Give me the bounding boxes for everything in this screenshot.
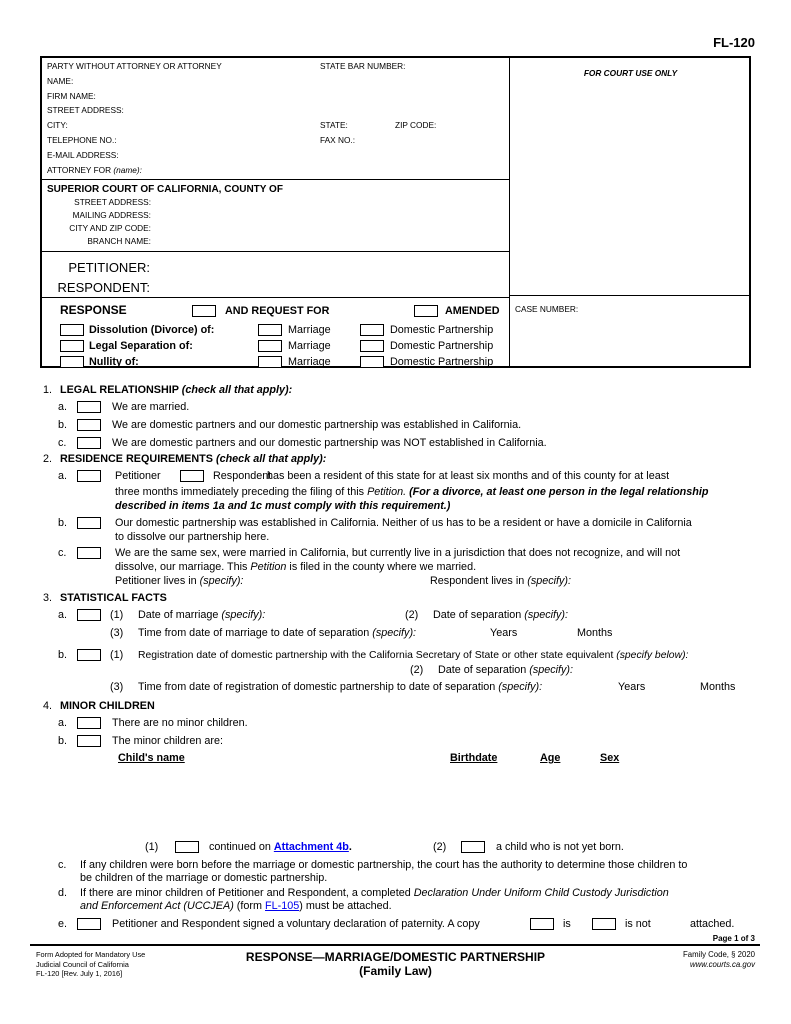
court-street-label: STREET ADDRESS: xyxy=(74,197,151,207)
item-4d-mid: (form xyxy=(233,900,266,912)
column-header-age: Age xyxy=(540,752,561,764)
section2-title-note: (check all that apply): xyxy=(215,453,327,465)
time-marriage-to-separation-field[interactable] xyxy=(138,627,416,640)
months-label-b: Months xyxy=(700,681,736,693)
item-4d-line1 xyxy=(80,887,669,900)
column-header-child-name: Child's name xyxy=(118,752,185,764)
item-4e-letter: e. xyxy=(58,918,68,930)
court-block xyxy=(42,180,509,252)
firm-name-field[interactable] xyxy=(47,91,504,106)
item-2b-line2: to dissolve our partnership here. xyxy=(115,531,270,543)
section4-title: MINOR CHILDREN xyxy=(60,700,155,712)
legal-separation-label: Legal Separation of: xyxy=(89,340,193,352)
item-1a-letter: a. xyxy=(58,401,68,413)
form-subtitle: (Family Law) xyxy=(359,964,432,978)
state-label: STATE: xyxy=(320,120,348,131)
zip-code-label: ZIP CODE: xyxy=(395,120,437,131)
attorney-row-1 xyxy=(47,61,504,76)
email-field[interactable] xyxy=(47,150,504,165)
checkbox-4e-copy-is-not[interactable] xyxy=(592,918,616,930)
footer-right-block xyxy=(625,950,755,970)
item-3a-letter: a. xyxy=(58,609,68,621)
item-4b2-text: a child who is not yet born. xyxy=(496,841,624,853)
section1-heading xyxy=(60,384,292,397)
item-2c-line2-post: is filed in the county where we married. xyxy=(286,561,477,573)
item-2b-letter: b. xyxy=(58,517,68,529)
time-registration-to-separation-label: Time from date of registration of domestic partnership to date of separation xyxy=(138,681,499,693)
date-of-separation-field-a[interactable] xyxy=(433,609,568,622)
date-of-separation-field-b[interactable] xyxy=(438,664,573,677)
amended-label: AMENDED xyxy=(445,305,500,317)
item-2a-petitioner-label: Petitioner xyxy=(115,470,161,482)
checkbox-1c-domestic-partners-not-ca[interactable] xyxy=(77,437,101,449)
court-branch-field[interactable] xyxy=(47,235,504,248)
attachment-4b-period: . xyxy=(348,841,352,853)
attorney-for-field[interactable] xyxy=(47,165,504,180)
column-header-sex: Sex xyxy=(600,752,620,764)
item-4e-text: Petitioner and Respondent signed a voluntary declaration of paternity. A copy xyxy=(112,918,480,930)
fax-label: FAX NO.: xyxy=(320,134,356,145)
item-3a3-number: (3) xyxy=(110,627,124,639)
checkbox-nullity-marriage[interactable] xyxy=(258,356,282,368)
checkbox-legal-separation[interactable] xyxy=(60,340,84,352)
item-2b-line1: Our domestic partnership was established in California. Neither of us has to be a resident or have a domicile in California xyxy=(115,517,692,529)
registration-date-field[interactable] xyxy=(138,649,688,662)
street-address-label: STREET ADDRESS: xyxy=(47,105,124,116)
section2-number: 2. xyxy=(43,453,53,465)
city-state-zip-row[interactable] xyxy=(47,120,504,135)
caption-right-column xyxy=(510,58,751,366)
checkbox-2a-respondent[interactable] xyxy=(180,470,204,482)
specify-3b2: (specify): xyxy=(529,664,574,676)
years-label-b: Years xyxy=(618,681,646,693)
petition-word-italic: Petition. xyxy=(367,486,410,498)
legal-separation-marriage-label: Marriage xyxy=(288,340,331,352)
item-4d-pre: If there are minor children of Petitioner and Respondent, a completed xyxy=(80,887,414,899)
item-2a-line2 xyxy=(115,486,708,499)
petitioner-label: PETITIONER: xyxy=(68,260,150,275)
attached-label: attached. xyxy=(690,918,735,930)
case-number-box[interactable] xyxy=(510,296,751,370)
children-list-area[interactable] xyxy=(118,768,678,834)
copy-is-label: is xyxy=(563,918,571,930)
item-2a-respondent-label: Respondent xyxy=(213,470,272,482)
checkbox-amended[interactable] xyxy=(414,305,438,317)
item-4b1-text xyxy=(209,841,352,854)
years-label-a: Years xyxy=(490,627,518,639)
item-2c-line1: We are the same sex, were married in California, but currently live in a jurisdiction that does not recognize, and will not xyxy=(115,547,681,559)
dissolution-partnership-label: Domestic Partnership xyxy=(390,324,494,336)
nullity-marriage-label: Marriage xyxy=(288,356,331,368)
petitioner-lives-in-label: Petitioner lives in xyxy=(115,575,200,587)
date-of-separation-label-a: Date of separation xyxy=(433,609,525,621)
uccjea-title-italic-2: and Enforcement Act (UCCJEA) xyxy=(80,900,234,912)
nullity-label: Nullity of: xyxy=(89,356,139,368)
respondent-label: RESPONDENT: xyxy=(57,280,150,295)
checkbox-4b-minor-children[interactable] xyxy=(77,735,101,747)
court-mailing-label: MAILING ADDRESS: xyxy=(72,210,151,220)
date-of-marriage-label: Date of marriage xyxy=(138,609,222,621)
court-street-field[interactable] xyxy=(47,196,504,209)
checkbox-1a-married[interactable] xyxy=(77,401,101,413)
checkbox-4e-copy-is[interactable] xyxy=(530,918,554,930)
checkbox-1b-domestic-partners-ca[interactable] xyxy=(77,419,101,431)
specify-3b3: (specify): xyxy=(498,681,543,693)
section3-title: STATISTICAL FACTS xyxy=(60,592,167,604)
email-label: E-MAIL ADDRESS: xyxy=(47,149,119,160)
judicial-council-label: Judicial Council of California xyxy=(36,959,129,969)
item-3b1-number: (1) xyxy=(110,649,124,661)
item-4d-letter: d. xyxy=(58,887,68,899)
uccjea-title-italic-1: Declaration Under Uniform Child Custody Jurisdiction xyxy=(413,887,669,899)
checkbox-dissolution-partnership[interactable] xyxy=(360,324,384,336)
phone-fax-row[interactable] xyxy=(47,135,504,150)
item-3b-letter: b. xyxy=(58,649,68,661)
continued-on-label: continued on xyxy=(209,841,274,853)
item-4b-letter: b. xyxy=(58,735,68,747)
page-number-label: Page 1 of 3 xyxy=(712,934,755,943)
respondent-field[interactable] xyxy=(47,278,504,298)
item-4d-post: ) must be attached. xyxy=(299,900,392,912)
court-use-box xyxy=(510,58,751,296)
party-without-attorney-label: PARTY WITHOUT ATTORNEY OR ATTORNEY xyxy=(47,61,222,71)
item-1c-letter: c. xyxy=(58,437,67,449)
city-label: CITY: xyxy=(47,120,68,131)
checkbox-4b1-continued-attachment[interactable] xyxy=(175,841,199,853)
checkbox-4e-voluntary-declaration[interactable] xyxy=(77,918,101,930)
section3-number: 3. xyxy=(43,592,53,604)
attachment-4b-link[interactable]: Attachment 4b xyxy=(273,841,349,853)
court-city-zip-field[interactable] xyxy=(47,222,504,235)
specify-3a3: (specify): xyxy=(372,627,417,639)
item-4b-text: The minor children are: xyxy=(112,735,224,747)
court-branch-label: BRANCH NAME: xyxy=(87,236,151,246)
item-3b2-number: (2) xyxy=(410,664,424,676)
street-address-field[interactable] xyxy=(47,105,504,120)
for-court-use-only-label: FOR COURT USE ONLY xyxy=(583,68,678,78)
time-marriage-to-separation-label: Time from date of marriage to date of separation xyxy=(138,627,373,639)
form-title: RESPONSE—MARRIAGE/DOMESTIC PARTNERSHIP xyxy=(245,950,546,964)
name-label: NAME: xyxy=(47,75,74,86)
copy-is-not-label: is not xyxy=(625,918,651,930)
and-request-for-label: AND REQUEST FOR xyxy=(225,305,330,317)
form-adopted-label: Form Adopted for Mandatory Use xyxy=(36,950,146,959)
item-3a1-number: (1) xyxy=(110,609,124,621)
checkbox-3a-marriage-dates[interactable] xyxy=(77,609,101,621)
item-4c-letter: c. xyxy=(58,859,67,871)
dissolution-marriage-label: Marriage xyxy=(288,324,331,336)
checkbox-3b-partnership-dates[interactable] xyxy=(77,649,101,661)
checkbox-and-request-for[interactable] xyxy=(192,305,216,317)
item-4c-line2: be children of the marriage or domestic partnership. xyxy=(80,872,328,884)
item-2c-line2 xyxy=(115,561,476,574)
petitioner-field[interactable] xyxy=(47,258,504,278)
item-2a-letter: a. xyxy=(58,470,68,482)
petition-word-italic-2: Petition xyxy=(250,561,287,573)
checkbox-dissolution[interactable] xyxy=(60,324,84,336)
section4-number: 4. xyxy=(43,700,53,712)
item-3a2-number: (2) xyxy=(405,609,419,621)
legal-separation-partnership-label: Domestic Partnership xyxy=(390,340,494,352)
courts-website-label[interactable]: www.courts.ca.gov xyxy=(690,960,755,969)
section1-number: 1. xyxy=(43,384,53,396)
section2-title: RESIDENCE REQUIREMENTS xyxy=(60,453,216,465)
checkbox-legal-separation-marriage[interactable] xyxy=(258,340,282,352)
nullity-partnership-label: Domestic Partnership xyxy=(390,356,494,368)
item-2a-line2-note: (For a divorce, at least one person in the legal relationship xyxy=(409,486,709,498)
form-number: FL-120 xyxy=(713,35,755,50)
item-3b3-number: (3) xyxy=(110,681,124,693)
item-1c-text: We are domestic partners and our domestic partnership was NOT established in California. xyxy=(112,437,547,449)
fl-105-link[interactable]: FL-105 xyxy=(265,900,300,912)
court-mailing-field[interactable] xyxy=(47,209,504,222)
section1-title: LEGAL RELATIONSHIP xyxy=(60,384,182,396)
specify-note-1: (specify): xyxy=(199,575,244,587)
form-revision-label: FL-120 [Rev. July 1, 2016] xyxy=(36,969,123,978)
checkbox-4b2-child-not-yet-born[interactable] xyxy=(461,841,485,853)
case-number-label: CASE NUMBER: xyxy=(515,304,579,314)
family-code-label: Family Code, § 2020 xyxy=(683,950,755,959)
checkbox-dissolution-marriage[interactable] xyxy=(258,324,282,336)
footer-rule xyxy=(30,944,760,946)
checkbox-2a-petitioner[interactable] xyxy=(77,470,101,482)
caption-box xyxy=(40,56,751,368)
date-of-marriage-field[interactable] xyxy=(138,609,265,622)
section2-heading xyxy=(60,453,326,466)
item-4b2-number: (2) xyxy=(433,841,447,853)
time-registration-to-separation-field[interactable] xyxy=(138,681,542,694)
response-label: RESPONSE xyxy=(60,303,127,317)
caption-left-column xyxy=(42,58,510,366)
checkbox-nullity[interactable] xyxy=(60,356,84,368)
item-2c-letter: c. xyxy=(58,547,67,559)
months-label-a: Months xyxy=(577,627,613,639)
state-bar-number-label: STATE BAR NUMBER: xyxy=(320,61,406,71)
item-4a-letter: a. xyxy=(58,717,68,729)
date-of-separation-label-b: Date of separation xyxy=(438,664,530,676)
petitioner-lives-in-field[interactable] xyxy=(115,575,243,588)
telephone-label: TELEPHONE NO.: xyxy=(47,134,117,145)
item-2a-line2-normal: three months immediately preceding the filing of this xyxy=(115,486,368,498)
superior-court-title: SUPERIOR COURT OF CALIFORNIA, COUNTY OF xyxy=(47,184,283,195)
name-field[interactable] xyxy=(47,76,504,91)
checkbox-2b-partnership-established-ca[interactable] xyxy=(77,517,101,529)
item-4b1-number: (1) xyxy=(145,841,159,853)
checkbox-2c-same-sex-married[interactable] xyxy=(77,547,101,559)
checkbox-nullity-partnership[interactable] xyxy=(360,356,384,368)
item-4a-text: There are no minor children. xyxy=(112,717,248,729)
respondent-lives-in-label: Respondent lives in xyxy=(430,575,528,587)
item-4c-line1: If any children were born before the marriage or domestic partnership, the court has the authority to determine those children to xyxy=(80,859,688,871)
section1-title-note: (check all that apply): xyxy=(181,384,293,396)
item-1b-letter: b. xyxy=(58,419,68,431)
item-1b-text: We are domestic partners and our domestic partnership was established in California. xyxy=(112,419,522,431)
firm-name-label: FIRM NAME: xyxy=(47,90,96,101)
checkbox-legal-separation-partnership[interactable] xyxy=(360,340,384,352)
attorney-block xyxy=(42,58,509,180)
specify-below-note: (specify below): xyxy=(616,650,689,661)
specify-3a1: (specify): xyxy=(221,609,266,621)
item-2c-line2-pre: dissolve, our marriage. This xyxy=(115,561,251,573)
item-2a-line1: has been a resident of this state for at least six months and of this county for at least xyxy=(267,470,670,482)
specify-3a2: (specify): xyxy=(524,609,569,621)
item-1a-text: We are married. xyxy=(112,401,190,413)
item-2a-line3-note: described in items 1a and 1c must comply with this requirement.) xyxy=(115,500,451,512)
item-4d-line2 xyxy=(80,900,392,913)
specify-note-2: (specify): xyxy=(527,575,572,587)
respondent-lives-in-field[interactable] xyxy=(430,575,571,588)
attorney-for-name-label: (name): xyxy=(113,164,142,175)
column-header-birthdate: Birthdate xyxy=(450,752,498,764)
attorney-for-label: ATTORNEY FOR xyxy=(47,164,114,175)
registration-date-label: Registration date of domestic partnership with the California Secretary of State or other state equivalent xyxy=(138,650,617,661)
dissolution-label: Dissolution (Divorce) of: xyxy=(89,324,215,336)
checkbox-4a-no-minor-children[interactable] xyxy=(77,717,101,729)
response-type-block xyxy=(42,298,509,370)
party-block xyxy=(42,252,509,298)
court-city-zip-label: CITY AND ZIP CODE: xyxy=(69,223,151,233)
